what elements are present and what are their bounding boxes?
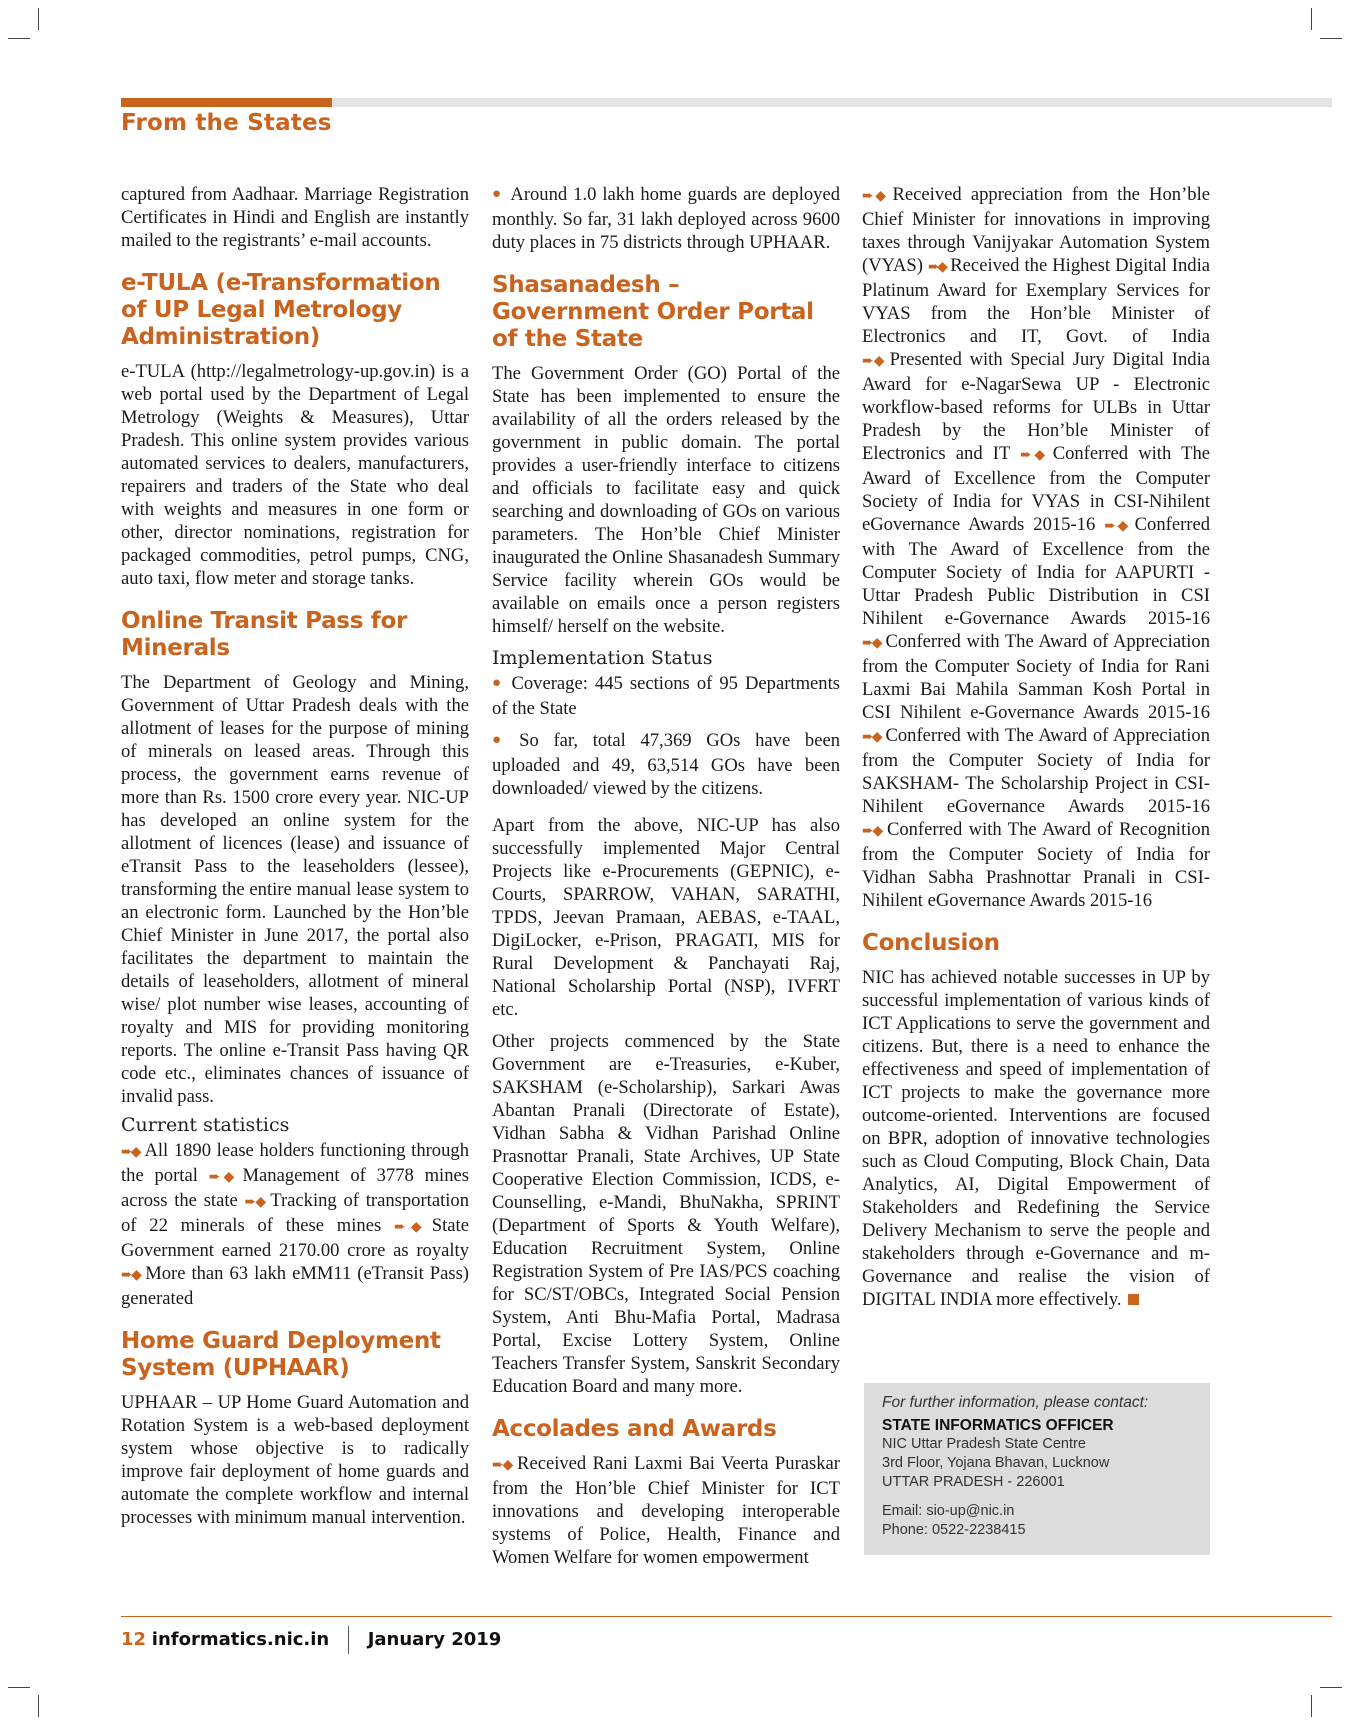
bullet-text: Coverage: 445 sections of 95 Departments of the State xyxy=(492,673,841,719)
arrow-bullet-icon: ➨◆ xyxy=(862,635,881,651)
crop-mark xyxy=(8,38,30,39)
stats-heading: Current statistics xyxy=(121,1114,290,1136)
stat-item: Tracking of transportation of 22 minerals of these mines xyxy=(121,1190,469,1236)
arrow-bullet-icon: ➨◆ xyxy=(121,1144,140,1160)
crop-mark xyxy=(1311,8,1312,30)
footer-divider xyxy=(348,1626,349,1654)
crop-mark xyxy=(1320,38,1342,39)
contact-address-line: 3rd Floor, Yojana Bhavan, Lucknow xyxy=(882,1455,1110,1471)
bullet-text: So far, total 47,369 GOs have been uploaded and 49, 63,514 GOs have been downloaded/ viewed by the citizens. xyxy=(492,730,840,799)
stats-list xyxy=(121,1139,469,1310)
footer-site: informatics.nic.in xyxy=(151,1629,330,1650)
dot-bullet-icon: ● xyxy=(492,675,504,691)
transit-pass-heading: Online Transit Pass for Minerals xyxy=(121,608,408,661)
crop-mark xyxy=(8,1687,30,1688)
etula-body: e-TULA (http://legalmetrology-up.gov.in) is a web portal used by the Department of Legal Metrology (Weights & Measures), Uttar Pradesh. This online system provides various automated services to dealers, manufacturers, repairers and traders of the State who deal with weights and measures in one form or other, director nominations, registration for packaged commodities, petrol pumps, CNG, auto taxi, flow meter and storage tanks. xyxy=(121,361,469,589)
arrow-bullet-icon: ➨◆ xyxy=(244,1194,266,1210)
contact-address-line: UTTAR PRADESH - 226001 xyxy=(882,1474,1065,1490)
page-number: 12 xyxy=(121,1629,147,1650)
arrow-bullet-icon: ➨◆ xyxy=(394,1219,427,1235)
section-label-bar xyxy=(121,98,332,107)
home-guard-body: UPHAAR – UP Home Guard Automation and Rotation System is a web-based deployment system whose objective is to radically improve fair deployment of home guards and automate the complete workflow and internal processes with minimum manual intervention. xyxy=(121,1392,469,1528)
dot-bullet-icon: ● xyxy=(492,186,503,202)
crop-mark xyxy=(38,1695,39,1717)
other-projects-paragraph: Other projects commenced by the State Government are e-Treasuries, e-Kuber, SAKSHAM (e-Scholarship), Sarkari Awas Abantan Pranali (Directorate of Estate), Vidhan Sabha & Vidhan Parishad Online Prasnottar Pranali, State Archives, UP State Cooperative Election Commission, ICDS, e-Counselling, e-Mandi, BhuNakha, SPRINT (Department of Sports & Youth Welfare), Education Recruitment System, Online Registration System of Pre IAS/PCS coaching for SC/ST/OBCs, Integrated Social Pension System, Anti Bhu-Mafia Portal, Madrasa Portal, Excise Lottery System, Online Teachers Transfer System, Sanskrit Secondary Education Board and many more. xyxy=(492,1031,840,1397)
header-rule xyxy=(332,98,1332,107)
award-item: Conferred with The Award of Recognition from the Computer Society of India for Vidhan Sabha Prashnottar Pranali in CSI-Nihilent eGovernance Awards 2015-16 xyxy=(862,819,1210,911)
contact-address-line: NIC Uttar Pradesh State Centre xyxy=(882,1436,1086,1452)
section-label: From the States xyxy=(121,110,332,136)
contact-lead: For further information, please contact: xyxy=(882,1394,1149,1411)
award-item xyxy=(492,1452,840,1569)
award-item: Conferred with The Award of Appreciation from the Computer Society of India for Rani Laxmi Bai Mahila Samman Kosh Portal in CSI Nihilent e-Governance Awards 2015-16 xyxy=(862,631,1211,723)
award-item: Received the Highest Digital India Platinum Award for Exemplary Services for VYAS from the Hon’ble Minister of Electronics and IT, Govt. of India xyxy=(862,255,1211,347)
bullet-item xyxy=(492,183,840,254)
column-2 xyxy=(492,183,840,1578)
arrow-bullet-icon: ➨◆ xyxy=(121,1267,141,1283)
award-text: Received Rani Laxmi Bai Veerta Puraskar from the Hon’ble Chief Minister for ICT innovations and developing interoperable systems of Police, Health, Finance and Women Welfare for women empowerment xyxy=(492,1453,840,1568)
bullet-item xyxy=(492,672,840,720)
shasanadesh-body: The Government Order (GO) Portal of the State has been implemented to ensure the availability of all the orders released by the government in public domain. The portal provides a user-friendly interface to citizens and officials to facilitate easy and quick searching and downloading of GOs on various parameters. The Hon’ble Chief Minister inaugurated the Online Shasanadesh Summary Service facility wherein GOs would be available on emails once a person registers himself/ herself on the website. xyxy=(492,363,840,637)
column-1 xyxy=(121,183,469,1538)
arrow-bullet-icon: ➨◆ xyxy=(862,823,882,839)
award-item: Received appreciation from the Hon’ble Chief Minister for innovations in improving taxes through Vanijyakar Automation System (VYAS) xyxy=(862,184,1210,276)
award-item: Conferred with The Award of Appreciation from the Computer Society of India for SAKSHAM- The Scholarship Project in CSI-Nihilent eGovernance Awards 2015-16 xyxy=(862,725,1211,817)
award-item: Conferred with The Award of Excellence from the Computer Society of India for AAPURTI - Uttar Pradesh Public Distribution in CSI Nihilent e-Governance Awards 2015-16 xyxy=(862,514,1210,629)
crop-mark xyxy=(1320,1687,1342,1688)
shasanadesh-heading: Shasanadesh – Government Order Portal of the State xyxy=(492,272,814,352)
contact-box xyxy=(864,1383,1210,1555)
conclusion-body xyxy=(862,966,1210,1311)
arrow-bullet-icon: ➨◆ xyxy=(862,188,888,204)
end-square-icon xyxy=(1128,1294,1139,1305)
arrow-bullet-icon: ➨◆ xyxy=(208,1169,238,1185)
column-3 xyxy=(862,183,1210,1320)
crop-mark xyxy=(1311,1695,1312,1717)
conclusion-heading: Conclusion xyxy=(862,930,1000,956)
bullet-text: Around 1.0 lakh home guards are deployed monthly. So far, 31 lakh deployed across 9600 duty places in 75 districts through UPHAAR. xyxy=(492,184,841,253)
dot-bullet-icon: ● xyxy=(492,732,512,748)
arrow-bullet-icon: ➨◆ xyxy=(492,1457,513,1473)
transit-pass-body: The Department of Geology and Mining, Government of Uttar Pradesh deals with the allotment of leases for the purpose of mining of minerals on leased areas. Through this process, the government earns revenue of more than Rs. 1500 crore every year. NIC-UP has developed an online system for the allotment of licences (lease) and issuance of eTransit Pass to the leaseholders (lessee), transforming the entire manual lease system to an electronic form. Launched by the Hon’ble Chief Minister in June 2017, the portal also facilitates the department to maintain the details of leaseholders, allotment of mineral wise/ plot number wise leases, accounting of royalty and MIS for providing monitoring reports. The online e-Transit Pass having QR code etc., eliminates chances of issuance of invalid pass. xyxy=(121,672,469,1107)
intro-paragraph: captured from Aadhaar. Marriage Registration Certificates in Hindi and English are instantly mailed to the registrants’ e-mail accounts. xyxy=(121,184,469,251)
arrow-bullet-icon: ➨◆ xyxy=(862,353,885,369)
home-guard-heading: Home Guard Deployment System (UPHAAR) xyxy=(121,1328,441,1381)
bullet-item xyxy=(492,729,840,800)
footer-rule xyxy=(121,1616,1332,1617)
award-item: Conferred with The Award of Excellence from the Computer Society of India for VYAS in CSI-Nihilent eGovernance Awards 2015-16 xyxy=(862,443,1210,535)
implementation-heading: Implementation Status xyxy=(492,647,713,669)
conclusion-text: NIC has achieved notable successes in UP by successful implementation of various kinds of ICT Applications to serve the government and citizens. But, there is a need to enhance the effectiveness and speed of implementation of ICT projects to make the governance more outcome-oriented. Interventions are focused on BPR, adoption of innovative technologies such as Cloud Computing, Block Chain, Data Analytics, AI, Digital Empowerment of Stakeholders and Redefining the Service Delivery Mechanism to serve the people and stakeholders through e-Governance and m-Governance and realise the vision of DIGITAL INDIA more effectively. xyxy=(862,967,1210,1310)
crop-mark xyxy=(38,8,39,30)
etula-heading: e-TULA (e-Transformation of UP Legal Metrology Administration) xyxy=(121,270,441,350)
footer-date: January 2019 xyxy=(367,1629,502,1650)
stat-item: Management of 3778 mines across the state xyxy=(121,1165,470,1211)
major-projects-paragraph: Apart from the above, NIC-UP has also successfully implemented Major Central Projects like e-Procurements (GEPNIC), e-Courts, SPARROW, VAHAN, SARATHI, TPDS, Jeevan Pramaan, AEBAS, e-TAAL, DigiLocker, e-Prison, PRAGATI, MIS for Rural Development & Panchayati Raj, National Scholarship Portal (NSP), IVFRT etc. xyxy=(492,815,840,1020)
award-item: Presented with Special Jury Digital India Award for e-NagarSewa UP - Electronic workflow-based reforms for ULBs in Uttar Pradesh by the Hon’ble Minister of Electronics and IT xyxy=(862,349,1210,464)
arrow-bullet-icon: ➨◆ xyxy=(1020,447,1048,463)
footer xyxy=(121,1626,501,1654)
contact-phone: Phone: 0522-2238415 xyxy=(882,1522,1026,1538)
stat-item: More than 63 lakh eMM11 (eTransit Pass) generated xyxy=(121,1263,469,1309)
arrow-bullet-icon: ➨◆ xyxy=(1104,518,1130,534)
stat-item: All 1890 lease holders functioning through the portal xyxy=(121,1140,469,1186)
awards-list xyxy=(862,183,1210,912)
arrow-bullet-icon: ➨◆ xyxy=(862,729,881,745)
accolades-heading: Accolades and Awards xyxy=(492,1416,777,1442)
contact-email: Email: sio-up@nic.in xyxy=(882,1503,1015,1519)
arrow-bullet-icon: ➨◆ xyxy=(928,259,946,275)
stat-item: State Government earned 2170.00 crore as royalty xyxy=(121,1215,469,1261)
contact-officer: STATE INFORMATICS OFFICER xyxy=(882,1417,1114,1434)
